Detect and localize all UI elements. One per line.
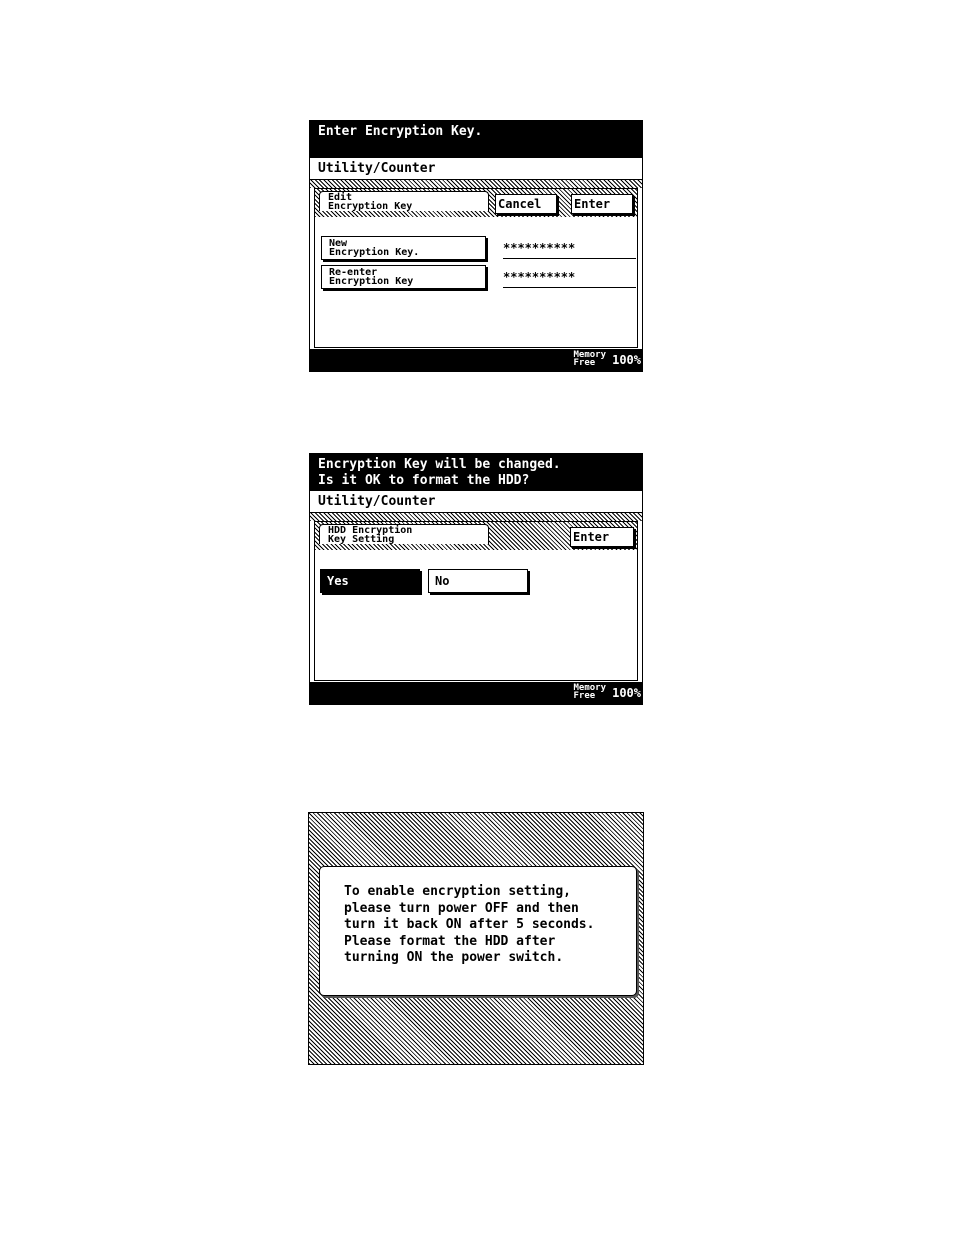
reenter-encryption-key-field[interactable]: ********** <box>503 267 636 288</box>
reenter-encryption-key-button[interactable] <box>321 265 486 289</box>
power-cycle-notice-screen <box>308 812 644 1065</box>
notice-line: turning ON the power switch. <box>344 950 564 966</box>
notice-line: please turn power OFF and then <box>344 900 579 916</box>
divider-strip <box>310 180 642 188</box>
new-key-label-line1: New <box>329 238 348 249</box>
reenter-key-label-line1: Re-enter <box>329 267 378 278</box>
divider-strip <box>310 513 642 521</box>
new-encryption-key-field[interactable]: ********** <box>503 238 636 259</box>
no-button[interactable]: No <box>428 569 528 593</box>
memory-free-label <box>573 684 606 700</box>
notice-line: To enable encryption setting, <box>344 884 571 899</box>
memory-free-value: 100% <box>612 686 641 700</box>
message-bar <box>310 121 642 158</box>
message-line1: Encryption Key will be changed. <box>318 457 561 472</box>
hdd-format-confirm-screen <box>309 453 643 705</box>
content-pane <box>314 188 638 348</box>
status-bar <box>310 682 642 704</box>
reenter-key-label-line2: Encryption Key <box>329 276 414 287</box>
tab-bar <box>315 522 637 550</box>
notice-dialog <box>319 866 637 996</box>
message-line2: Is it OK to format the HDD? <box>318 473 530 488</box>
yes-button[interactable]: Yes <box>320 569 420 593</box>
breadcrumb: Utility/Counter <box>310 158 642 180</box>
new-encryption-key-button[interactable] <box>321 236 486 260</box>
memory-free-value: 100% <box>612 353 641 367</box>
status-bar <box>310 349 642 371</box>
memory-label-line1: Memory <box>573 350 606 360</box>
notice-line: Please format the HDD after <box>344 933 556 949</box>
breadcrumb: Utility/Counter <box>310 491 642 513</box>
content-pane <box>314 521 638 681</box>
cancel-button[interactable]: Cancel <box>495 194 557 214</box>
memory-label-line2: Free <box>573 691 596 701</box>
tab-bar <box>315 189 637 217</box>
enter-button[interactable]: Enter <box>571 194 633 214</box>
tab-edit-encryption-key <box>319 191 489 211</box>
notice-line: turn it back ON after 5 seconds. <box>344 917 595 933</box>
tab-label-line1: Edit <box>328 192 353 203</box>
tab-label-line2: Encryption Key <box>328 201 413 212</box>
memory-free-label <box>573 351 606 367</box>
tab-hdd-encryption-key-setting <box>319 524 489 544</box>
encryption-key-entry-screen <box>309 120 643 372</box>
message-text: Enter Encryption Key. <box>318 124 483 139</box>
new-key-label-line2: Encryption Key. <box>329 247 420 258</box>
tab-label-line1: HDD Encryption <box>328 525 413 536</box>
memory-label-line2: Free <box>573 358 596 368</box>
memory-label-line1: Memory <box>573 683 606 693</box>
tab-label-line2: Key Setting <box>328 534 395 545</box>
message-bar <box>310 454 642 491</box>
enter-button[interactable]: Enter <box>570 527 634 547</box>
